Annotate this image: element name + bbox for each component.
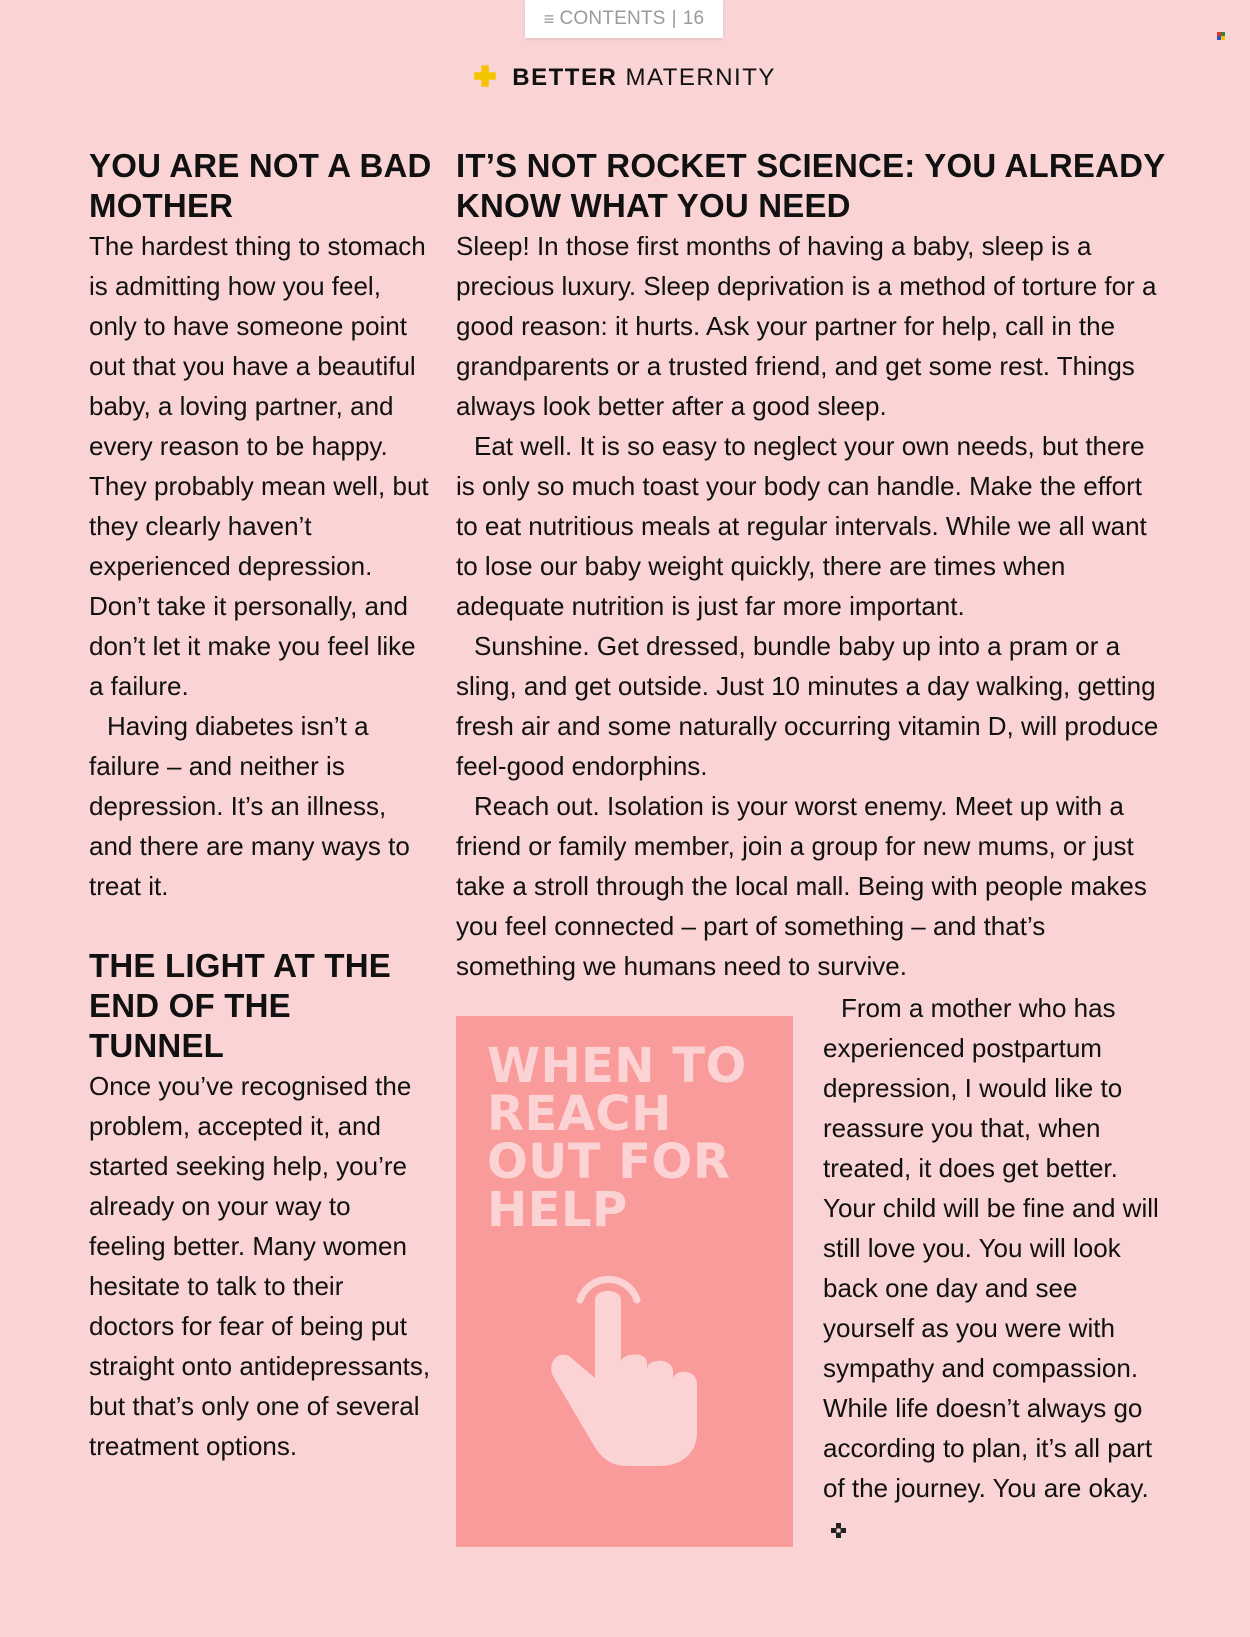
right-column bbox=[456, 146, 1168, 986]
body-paragraph: Having diabetes isn’t a failure – and neither is depression. It’s an illness, and there are many ways to treat it. bbox=[89, 711, 410, 901]
brand-bold: BETTER bbox=[512, 64, 618, 91]
callout-title: WHEN TO REACH OUT FOR HELP bbox=[487, 1038, 747, 1238]
closing-text: From a mother who has experienced postpartum depression, I would like to reassure you that, when treated, it does get better. Your child will be fine and will still love you. You will look back one day and see yourself as you were with sympathy and compassion. While life doesn’t always go according to plan, it’s all part of the journey. You are okay. bbox=[823, 993, 1159, 1503]
page-number: 16 bbox=[682, 8, 705, 29]
contents-label: CONTENTS bbox=[559, 8, 666, 29]
section-heading-bad-mother: YOU ARE NOT A BAD MOTHER bbox=[89, 147, 432, 224]
body-paragraph: The hardest thing to stomach is admitting how you feel, only to have someone point out that you have a beautiful baby, a loving partner, and every reason to be happy. They probably mean well, but they clearly haven’t experienced depression. Don’t take it personally, and don’t let it make you feel like a failure. bbox=[89, 231, 429, 701]
pointing-hand-icon bbox=[547, 1250, 707, 1466]
contents-separator: | bbox=[671, 8, 677, 29]
brand-regular: MATERNITY bbox=[625, 64, 776, 91]
right-column-closing bbox=[823, 988, 1168, 1548]
color-squares-icon bbox=[1217, 32, 1225, 40]
body-paragraph: Eat well. It is so easy to neglect your own needs, but there is only so much toast your body can handle. Make the effort to eat nutritious meals at regular intervals. While we all want to lose our baby weight quickly, there are times when adequate nutrition is just far more important. bbox=[456, 431, 1147, 621]
menu-icon: ≡ bbox=[543, 8, 555, 29]
plus-icon bbox=[474, 65, 496, 87]
body-paragraph: Sunshine. Get dressed, bundle baby up into a pram or a sling, and get outside. Just 10 minutes a day walking, getting fresh air and some naturally occurring vitamin D, will produce feel-good endorphins. bbox=[456, 631, 1159, 781]
section-heading-light-tunnel: THE LIGHT AT THE END OF THE TUNNEL bbox=[89, 947, 392, 1064]
section-header bbox=[0, 64, 1250, 92]
contents-button[interactable] bbox=[525, 0, 723, 38]
help-callout-box bbox=[456, 1016, 793, 1547]
body-paragraph: Once you’ve recognised the problem, accepted it, and started seeking help, you’re already on your way to feeling better. Many women hesitate to talk to their doctors for fear of being put straight onto antidepressants, but that’s only one of several treatment options. bbox=[89, 1071, 431, 1461]
body-paragraph: Reach out. Isolation is your worst enemy. Meet up with a friend or family member, join a group for new mums, or just take a stroll through the local mall. Being with people makes you feel connected – part of something – and that’s something we humans need to survive. bbox=[456, 791, 1147, 981]
section-heading-rocket-science: IT’S NOT ROCKET SCIENCE: YOU ALREADY KNOW WHAT YOU NEED bbox=[456, 147, 1165, 224]
left-column bbox=[89, 146, 434, 1466]
end-mark-icon bbox=[831, 1523, 846, 1538]
closing-paragraph bbox=[823, 988, 1168, 1548]
body-paragraph: Sleep! In those first months of having a baby, sleep is a precious luxury. Sleep deprivation is a method of torture for a good reason: it hurts. Ask your partner for help, call in the grandparents or a trusted friend, and get some rest. Things always look better after a good sleep. bbox=[456, 231, 1157, 421]
